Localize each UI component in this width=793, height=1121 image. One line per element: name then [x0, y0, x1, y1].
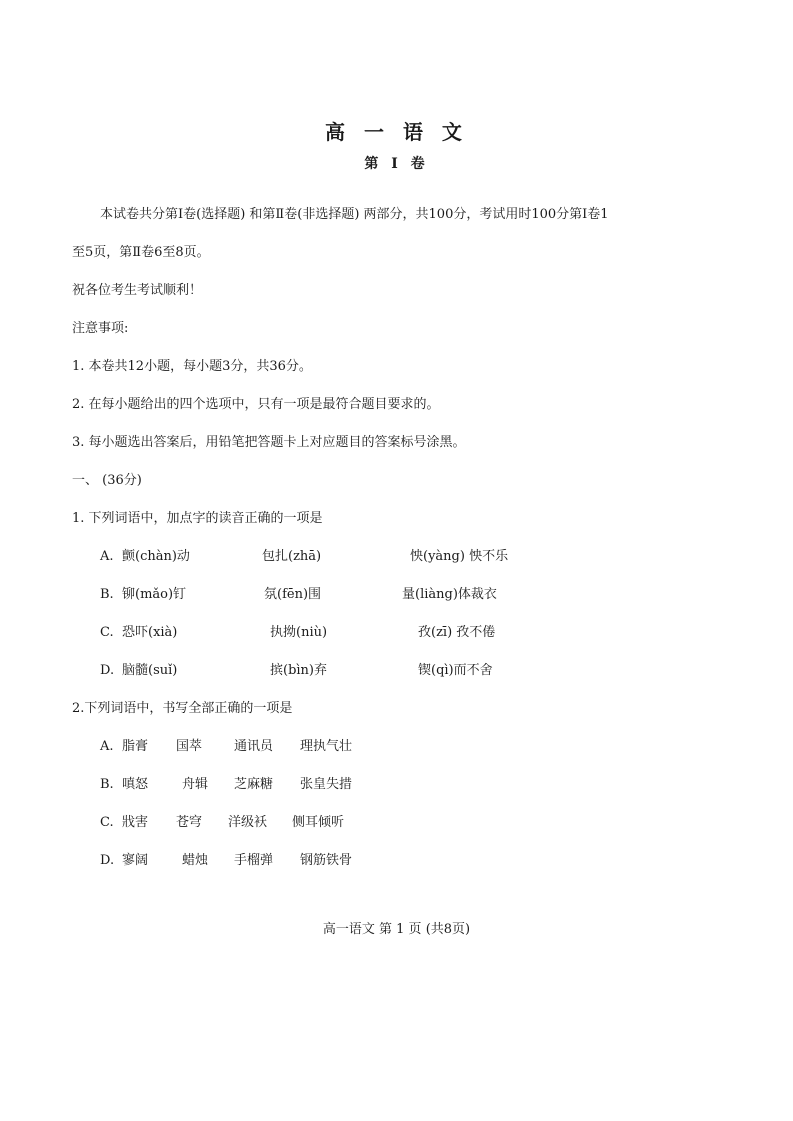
option-choice: 戕害: [122, 815, 149, 830]
option-choice: 蜡烛: [182, 853, 209, 868]
option-choice: 氛(fēn)围: [264, 587, 322, 602]
option-label: A.: [100, 549, 114, 564]
option-choice: 执拗(niù): [270, 625, 328, 640]
option-label: C.: [100, 625, 114, 640]
option-choice: 锲(qì)而不舍: [418, 663, 493, 678]
option-choice: 寥阔: [122, 853, 149, 868]
intro-line-1: 本试卷共分第Ⅰ卷(选择题) 和第Ⅱ卷(非选择题) 两部分，共100分，考试用时100分第Ⅰ卷1: [100, 207, 609, 222]
intro-line-2: 至5页，第Ⅱ卷6至8页。: [72, 245, 210, 260]
option-choice: 舟辑: [182, 777, 209, 792]
option-choice: 摈(bìn)弃: [270, 663, 327, 678]
option-choice: 包扎(zhā): [262, 549, 322, 564]
page-title: 高 一 语 文: [325, 120, 468, 144]
option-label: D.: [100, 853, 115, 868]
option-choice: 嗔怒: [122, 777, 149, 792]
option-choice: 侧耳倾听: [292, 815, 345, 830]
option-choice: 苍穹: [176, 815, 203, 830]
option-choice: 洋级袄: [228, 815, 268, 830]
option-choice: 手榴弹: [234, 853, 274, 868]
option-choice: 钢筋铁骨: [300, 853, 353, 868]
option-choice: 芝麻糖: [234, 777, 274, 792]
option-choice: 脑髓(suǐ): [122, 663, 178, 678]
question-2-stem: 2.下列词语中，书写全部正确的一项是: [72, 701, 293, 716]
note-item: 3. 每小题选出答案后，用铅笔把答题卡上对应题目的答案标号涂黑。: [72, 435, 466, 450]
option-choice: 怏(yàng) 怏不乐: [410, 549, 509, 564]
option-choice: 张皇失措: [300, 777, 353, 792]
option-choice: 脂膏: [122, 739, 149, 754]
option-choice: 通讯员: [234, 739, 274, 754]
volume-heading: 第 Ⅰ 卷: [364, 156, 429, 172]
option-choice: 理执气壮: [300, 739, 353, 754]
section-heading: 一、 (36分): [72, 473, 142, 488]
note-item: 1. 本卷共12小题，每小题3分，共36分。: [72, 359, 312, 374]
option-choice: 量(liàng)体裁衣: [402, 587, 497, 602]
option-choice: 恐吓(xià): [122, 625, 178, 640]
option-choice: 国萃: [176, 739, 203, 754]
option-choice: 孜(zī) 孜不倦: [418, 625, 496, 640]
option-choice: 铆(mǎo)钉: [122, 587, 187, 602]
notes-heading: 注意事项:: [72, 321, 129, 336]
option-label: C.: [100, 815, 114, 830]
option-label: B.: [100, 587, 114, 602]
option-label: A.: [100, 739, 114, 754]
question-1-stem: 1. 下列词语中，加点字的读音正确的一项是: [72, 511, 323, 526]
option-choice: 颤(chàn)动: [122, 549, 190, 564]
page-footer: 高一语文 第 1 页 (共8页): [322, 922, 471, 937]
good-luck-line: 祝各位考生考试顺利！: [72, 283, 203, 298]
option-label: D.: [100, 663, 115, 678]
note-item: 2. 在每小题给出的四个选项中，只有一项是最符合题目要求的。: [72, 397, 440, 412]
option-label: B.: [100, 777, 114, 792]
